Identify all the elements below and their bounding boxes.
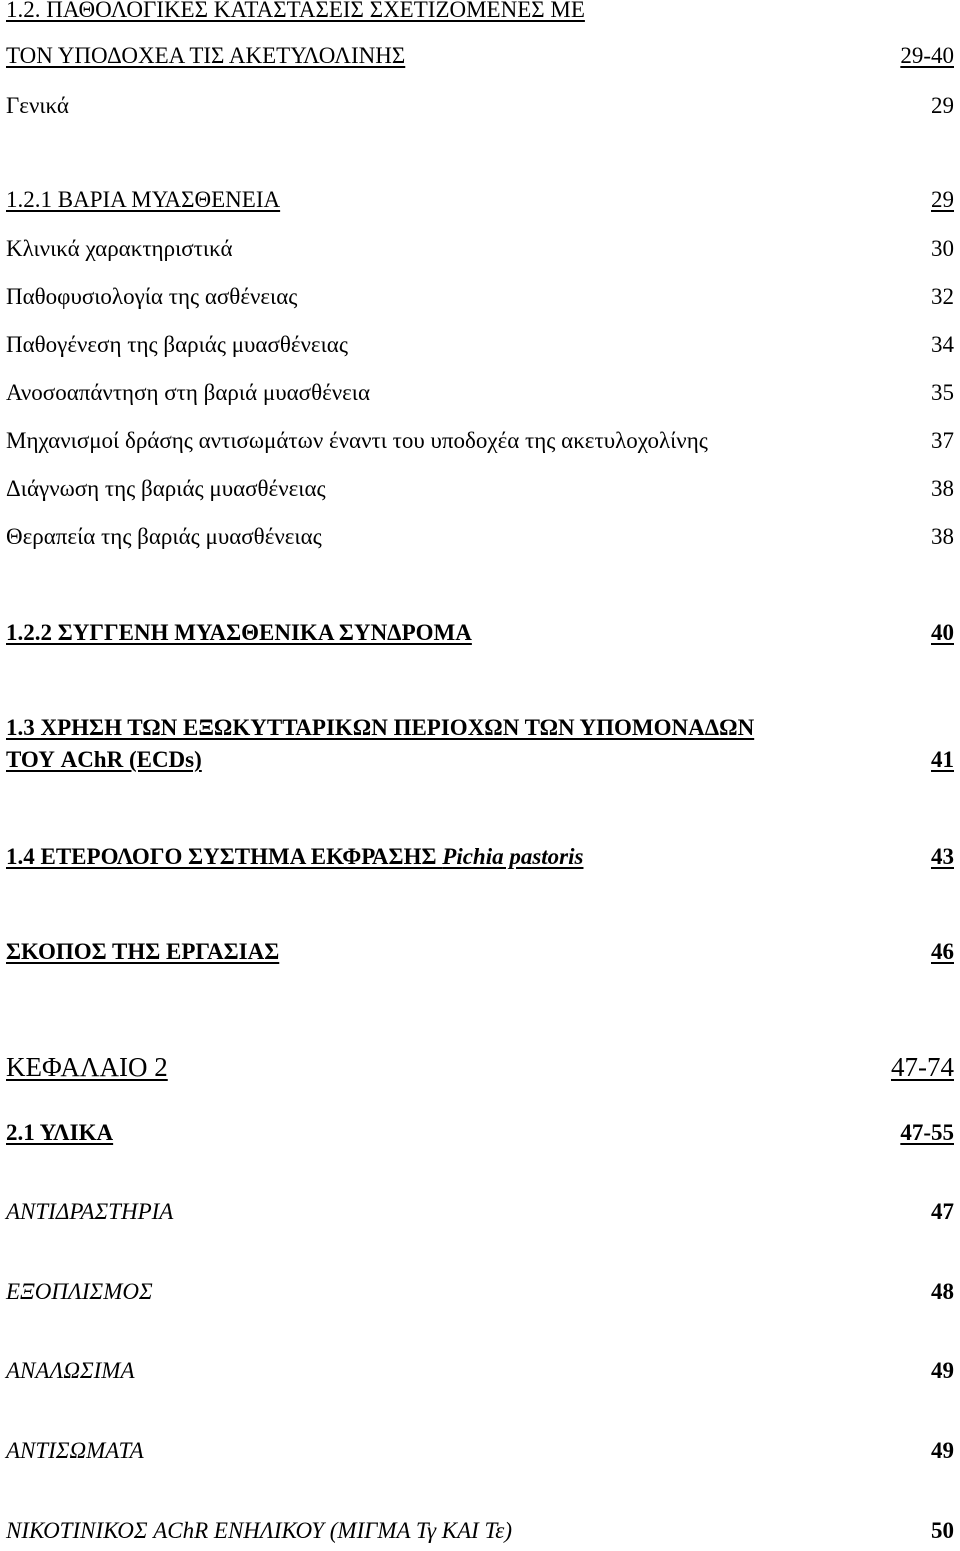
toc-entry-consumables[interactable] bbox=[6, 1356, 954, 1386]
toc-title-prefix: 1.4 ΕΤΕΡΟΛΟΓΟ ΣΥΣΤΗΜΑ ΕΚΦΡΑΣΗΣ bbox=[6, 844, 443, 869]
toc-entry-mechanisms[interactable] bbox=[6, 426, 954, 456]
toc-title: ΑΝΑΛΩΣΙΜΑ bbox=[6, 1358, 135, 1383]
toc-title: Γενικά bbox=[6, 93, 69, 118]
toc-title-italic: Pichia pastoris bbox=[442, 844, 584, 869]
toc-page: 49 bbox=[931, 1358, 954, 1383]
toc-title: Παθοφυσιολογία της ασθένειας bbox=[6, 284, 298, 309]
toc-entry-diagnosis[interactable] bbox=[6, 474, 954, 504]
toc-title: 2.1 ΥΛΙΚΑ bbox=[6, 1120, 114, 1145]
toc-page: 47-74 bbox=[891, 1052, 954, 1082]
toc-entry-pathophysiology[interactable] bbox=[6, 282, 954, 312]
toc-title: Παθογένεση της βαριάς μυασθένειας bbox=[6, 332, 348, 357]
toc-page: 48 bbox=[931, 1279, 954, 1304]
toc-entry-immune-response[interactable] bbox=[6, 378, 954, 408]
toc-title: ΚΕΦΑΛΑΙΟ 2 bbox=[6, 1052, 168, 1082]
toc-title: ΑΝΤΙΔΡΑΣΤΗΡΙΑ bbox=[6, 1199, 174, 1224]
toc-page: 38 bbox=[931, 476, 954, 501]
toc-page: 47 bbox=[931, 1199, 954, 1224]
toc-heading-1-3-line1[interactable]: 1.3 ΧΡΗΣΗ ΤΩΝ ΕΞΩΚΥΤΤΑΡΙΚΩΝ ΠΕΡΙΟΧΩΝ ΤΩΝ ΥΠΟΜΟΝΑΔΩΝ bbox=[6, 715, 755, 740]
toc-entry-nicotinic-achr[interactable] bbox=[6, 1516, 954, 1546]
toc-title: Κλινικά χαρακτηριστικά bbox=[6, 236, 233, 261]
toc-heading-1-2-line1[interactable]: 1.2. ΠΑΘΟΛΟΓΙΚΕΣ ΚΑΤΑΣΤΑΣΕΙΣ ΣΧΕΤΙΖΟΜΕΝΕΣ ΜΕ bbox=[6, 0, 585, 22]
toc-page: 29 bbox=[931, 187, 954, 212]
toc-entry-2-1[interactable] bbox=[6, 1118, 954, 1148]
toc-title: Θεραπεία της βαριάς μυασθένειας bbox=[6, 524, 322, 549]
toc-page: 30 bbox=[931, 236, 954, 261]
toc-page: 37 bbox=[931, 428, 954, 453]
toc-title: Ανοσοαπάντηση στη βαριά μυασθένεια bbox=[6, 380, 371, 405]
toc-entry-aim[interactable] bbox=[6, 937, 954, 967]
toc-page: 29 bbox=[931, 93, 954, 118]
toc-page: 29-40 bbox=[900, 43, 954, 68]
toc-page: 47-55 bbox=[900, 1120, 954, 1145]
toc-page: 40 bbox=[931, 620, 954, 645]
toc-title: Μηχανισμοί δράσης αντισωμάτων έναντι του υποδοχέα της ακετυλοχολίνης bbox=[6, 428, 708, 453]
toc-entry-reagents[interactable] bbox=[6, 1197, 954, 1227]
toc-entry-chapter-2[interactable] bbox=[6, 1049, 954, 1085]
toc-entry-equipment[interactable] bbox=[6, 1277, 954, 1307]
toc-entry-clinical[interactable] bbox=[6, 234, 954, 264]
toc-entry-pathogenesis[interactable] bbox=[6, 330, 954, 360]
toc-page: 32 bbox=[931, 284, 954, 309]
toc-entry-antibodies[interactable] bbox=[6, 1436, 954, 1466]
toc-page: 34 bbox=[931, 332, 954, 357]
toc-entry-1-2-2[interactable] bbox=[6, 618, 954, 648]
toc-page: 35 bbox=[931, 380, 954, 405]
toc-title bbox=[6, 842, 583, 872]
toc-entry-1-4[interactable] bbox=[6, 842, 954, 872]
toc-page: 41 bbox=[931, 747, 954, 772]
toc-entry-therapy[interactable] bbox=[6, 522, 954, 552]
toc-page: 43 bbox=[931, 844, 954, 869]
toc-page: 50 bbox=[931, 1518, 954, 1543]
toc-title: ΤΟΥ AChR (ECDs) bbox=[6, 747, 202, 772]
toc-entry-general[interactable] bbox=[6, 91, 954, 121]
toc-title: ΤΟΝ ΥΠΟΔΟΧΕΑ ΤΙΣ ΑΚΕΤΥΛΟΛΙΝΗΣ bbox=[6, 43, 406, 68]
toc-title: ΑΝΤΙΣΩΜΑΤΑ bbox=[6, 1438, 144, 1463]
toc-page: 49 bbox=[931, 1438, 954, 1463]
toc-title: 1.2.2 ΣΥΓΓΕΝΗ ΜΥΑΣΘΕΝΙΚΑ ΣΥΝΔΡΟΜΑ bbox=[6, 620, 472, 645]
toc-title: ΣΚΟΠΟΣ ΤΗΣ ΕΡΓΑΣΙΑΣ bbox=[6, 939, 280, 964]
toc-title: Διάγνωση της βαριάς μυασθένειας bbox=[6, 476, 326, 501]
toc-entry-1-2-1[interactable] bbox=[6, 185, 954, 215]
toc-page: 46 bbox=[931, 939, 954, 964]
toc-title: ΕΞΟΠΛΙΣΜΟΣ bbox=[6, 1279, 153, 1304]
toc-entry-1-3[interactable] bbox=[6, 745, 954, 775]
toc-page: 38 bbox=[931, 524, 954, 549]
toc-entry-1-2[interactable] bbox=[6, 41, 954, 71]
toc-title: 1.2.1 ΒΑΡΙΑ ΜΥΑΣΘΕΝΕΙΑ bbox=[6, 187, 281, 212]
toc-title: ΝΙΚΟΤΙΝΙΚΟΣ AChR ΕΝΗΛΙΚΟΥ (ΜΙΓΜΑ Τγ ΚΑΙ Τε) bbox=[6, 1518, 512, 1543]
